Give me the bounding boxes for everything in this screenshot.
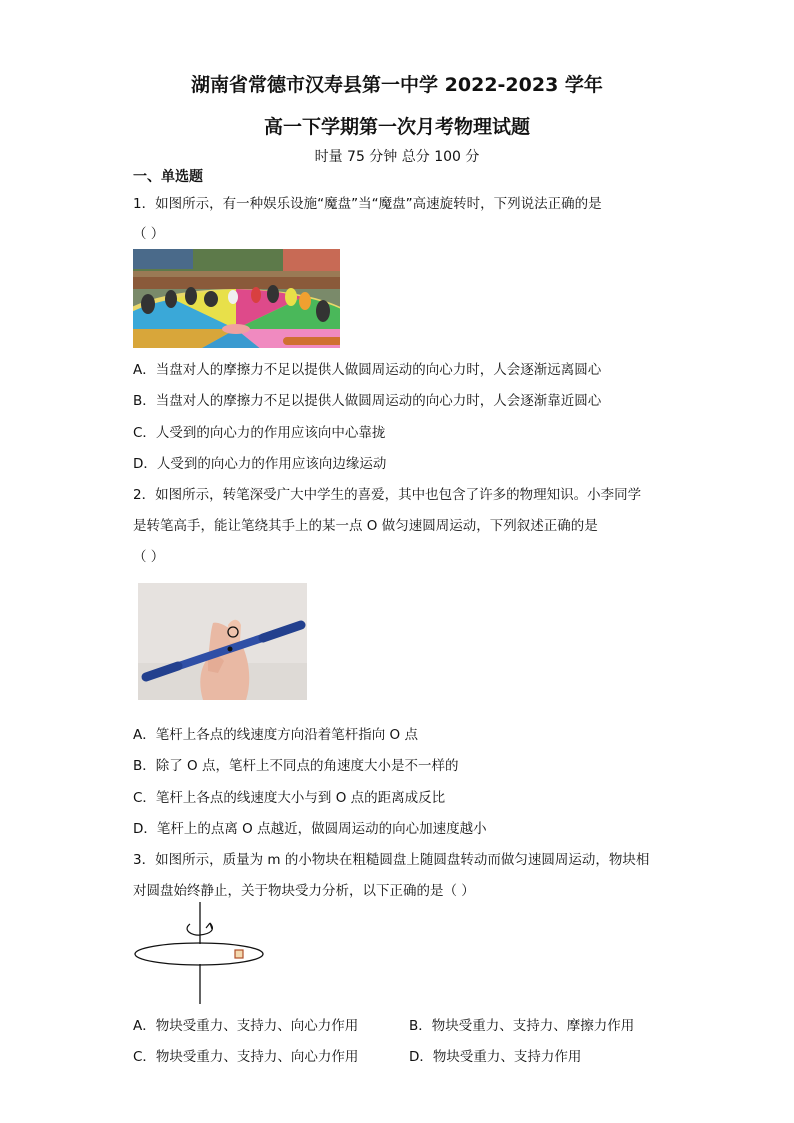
title-line-1: 湖南省常德市汉寿县第一中学 2022-2023 学年	[191, 74, 603, 96]
q1-stem: 1．如图所示，有一种娱乐设施“魔盘”当“魔盘”高速旋转时，下列说法正确的是	[133, 196, 602, 212]
q1-photo-magic-disc	[133, 249, 340, 348]
q2-option-d: D．笔杆上的点离 O 点越近，做圆周运动的向心加速度越小	[133, 821, 487, 837]
q2-option-a: A．笔杆上各点的线速度方向沿着笔杆指向 O 点	[133, 727, 418, 743]
q3-stem-line-2: 对圆盘始终静止，关于物块受力分析，以下正确的是（ ）	[133, 883, 475, 899]
q1-option-c: C．人受到的向心力的作用应该向中心靠拢	[133, 425, 386, 441]
q1-answer-paren: （ ）	[133, 226, 165, 242]
q3-option-b: B．物块受重力、支持力、摩擦力作用	[409, 1018, 635, 1034]
section-heading: 一、单选题	[133, 169, 203, 185]
q1-option-a: A．当盘对人的摩擦力不足以提供人做圆周运动的向心力时，人会逐渐远离圆心	[133, 362, 602, 378]
q2-photo-pen-spinning	[138, 583, 307, 700]
q3-option-d: D．物块受重力、支持力作用	[409, 1049, 582, 1065]
q2-option-b: B．除了 O 点，笔杆上不同点的角速度大小是不一样的	[133, 758, 459, 774]
q1-option-d: D．人受到的向心力的作用应该向边缘运动	[133, 456, 387, 472]
q3-stem-line-1: 3．如图所示，质量为 m 的小物块在粗糙圆盘上随圆盘转动而做匀速圆周运动，物块相	[133, 852, 650, 868]
q2-stem-line-2: 是转笔高手，能让笔绕其手上的某一点 O 做匀速圆周运动，下列叙述正确的是	[133, 518, 598, 534]
q2-option-c: C．笔杆上各点的线速度大小与到 O 点的距离成反比	[133, 790, 446, 806]
q2-answer-paren: （ ）	[133, 549, 165, 565]
q3-option-c: C．物块受重力、支持力、向心力作用	[133, 1049, 359, 1065]
q2-stem-line-1: 2．如图所示，转笔深受广大中学生的喜爱，其中也包含了许多的物理知识。小李同学	[133, 487, 642, 503]
title-line-2: 高一下学期第一次月考物理试题	[263, 116, 530, 138]
q1-option-b: B．当盘对人的摩擦力不足以提供人做圆周运动的向心力时，人会逐渐靠近圆心	[133, 393, 602, 409]
exam-meta: 时量 75 分钟 总分 100 分	[314, 149, 480, 165]
q3-diagram-rotating-disc	[132, 900, 267, 1006]
q3-option-a: A．物块受重力、支持力、向心力作用	[133, 1018, 359, 1034]
